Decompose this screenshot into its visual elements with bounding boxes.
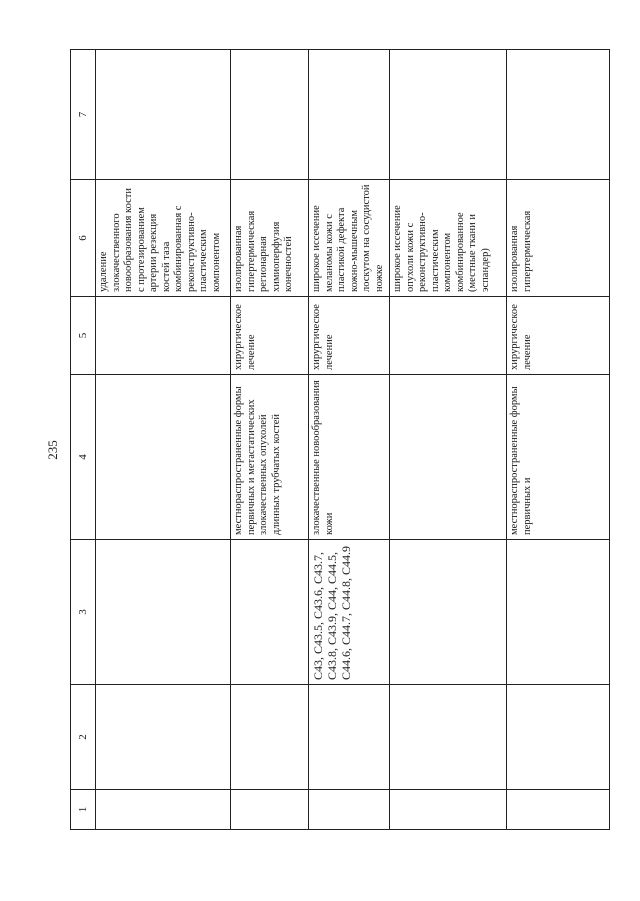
table-row [507,50,610,830]
cell-col-5: хирургическое лечение [507,297,610,375]
rotated-page-content [70,50,610,830]
column-header-6: 6 [71,180,96,297]
cell-col-2 [231,685,309,790]
cell-col-3 [96,540,231,685]
column-header-3: 3 [71,540,96,685]
table-row [309,50,390,830]
cell-col-6: удаление злокачественного новообразования кости с протезированием артерии резекция костей таза комбинированная с реконструктивно-пластическим компонентом [96,180,231,297]
cell-col-3 [507,540,610,685]
cell-col-4 [390,375,507,540]
treatment-table [70,49,610,830]
cell-col-7 [231,50,309,180]
cell-col-1 [309,790,390,830]
cell-col-2 [390,685,507,790]
column-header-7: 7 [71,50,96,180]
cell-col-3 [231,540,309,685]
cell-col-1 [507,790,610,830]
cell-col-4 [96,375,231,540]
cell-col-6: широкое иссечение меланомы кожи с пластикой дефекта кожно-мышечным лоскутом на сосудистой ножке [309,180,390,297]
cell-col-7 [390,50,507,180]
cell-col-2 [507,685,610,790]
table-header-row [71,50,96,830]
cell-col-1 [231,790,309,830]
cell-col-5: хирургическое лечение [231,297,309,375]
cell-col-2 [96,685,231,790]
column-header-2: 2 [71,685,96,790]
column-header-1: 1 [71,790,96,830]
column-header-4: 4 [71,375,96,540]
cell-col-1 [96,790,231,830]
table-stage [70,50,610,830]
cell-col-7 [309,50,390,180]
cell-col-6: изолированная гипертермическая регионарная химиоперфузия конечностей [231,180,309,297]
table-row [231,50,309,830]
table-row [390,50,507,830]
cell-col-7 [96,50,231,180]
table-row [96,50,231,830]
cell-col-4: местнораспространенные формы первичных и метастатических злокачественных опухолей длинных трубчатых костей [231,375,309,540]
cell-col-4: местнораспространенные формы первичных и [507,375,610,540]
cell-col-7 [507,50,610,180]
cell-col-1 [390,790,507,830]
cell-col-3: C43, C43.5, C43.6, C43.7, C43.8, C43.9, C44, C44.5, C44.6, C44.7, C44.8, C44.9 [309,540,390,685]
page-number: 235 [45,440,60,460]
cell-col-4: злокачественные новообразования кожи [309,375,390,540]
cell-col-5 [390,297,507,375]
cell-col-3 [390,540,507,685]
cell-col-2 [309,685,390,790]
cell-col-6: изолированная гипертермическая [507,180,610,297]
cell-col-5 [96,297,231,375]
cell-col-5: хирургическое лечение [309,297,390,375]
column-header-5: 5 [71,297,96,375]
cell-col-6: широкое иссечение опухоли кожи с реконструктивно-пластическим компонентом комбинированное (местные ткани и эспандер) [390,180,507,297]
